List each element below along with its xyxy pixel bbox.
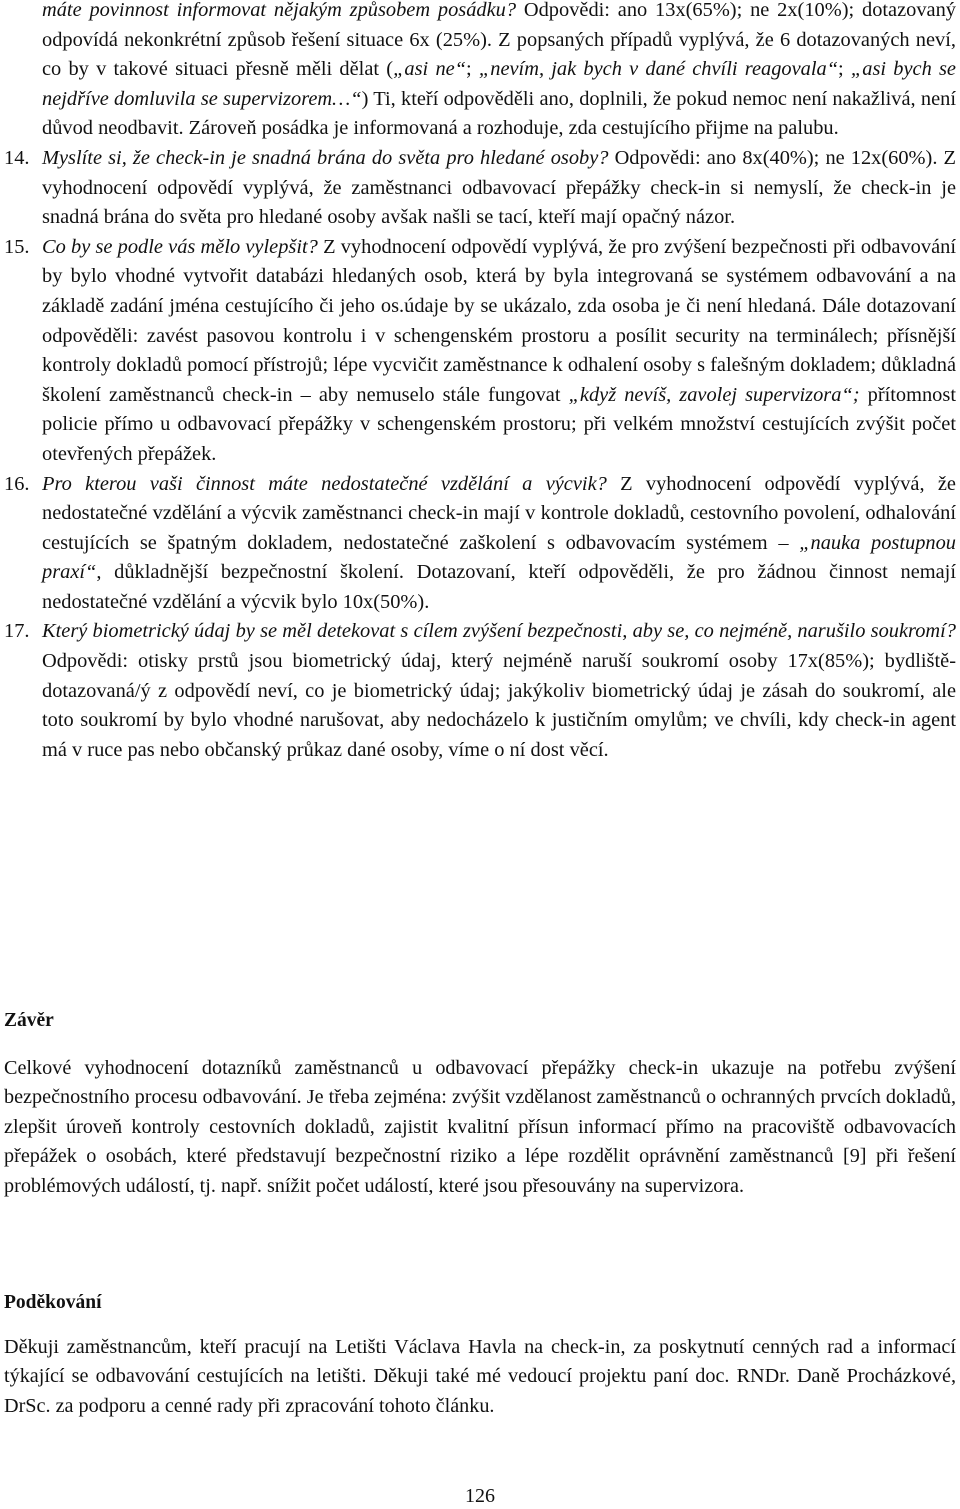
- list-item-14: [0, 144, 956, 233]
- list-item-16: [0, 470, 956, 618]
- acknowledgement-heading: Poděkování: [4, 1292, 102, 1313]
- question-text: Co by se podle vás mělo vylepšit?: [42, 235, 318, 258]
- answer-text: Odpovědi: ano 8x(40%); ne 12x(60%). Z vyhodnocení odpovědí vyplývá, že zaměstnanci odbavovací přepážky check-in si nemyslí, že check-in je snadná brána do světa pro hledané osoby avšak našli se tací, kteří mají opačný názor.: [42, 146, 956, 229]
- question-text: máte povinnost informovat nějakým způsobem posádku?: [42, 0, 517, 21]
- item-number: 17.: [4, 620, 30, 643]
- item-number: 15.: [4, 235, 30, 258]
- conclusion-paragraph: Celkové vyhodnocení dotazníků zaměstnanců u odbavovací přepážky check-in ukazuje na potřebu zvýšení bezpečnostního procesu odbavování. Je třeba zejména: zvýšit vzdělanost zaměstnanců o ochranných prvcích dokladů, zlepšit úroveň kontroly cestovních dokladů, zajistit kvalitní přísun informací přímo na pracoviště odbavovacích přepážek o osobách, které představují bezpečnostní riziko a lépe rozdělit oprávnění zaměstnanců [9] při řešení problémových událostí, tj. např. snížit počet událostí, které jsou přesouvány na supervizora.: [4, 1057, 956, 1197]
- answer-text: přítomnost policie přímo u odbavovací přepážky v schengenském prostoru; při velkém množství cestujících zvýšit počet otevřených přepážek.: [42, 383, 956, 465]
- acknowledgement-section: [4, 1290, 956, 1421]
- list-item-17: [0, 617, 956, 765]
- question-text: Myslíte si, že check-in je snadná brána do světa pro hledané osoby?: [42, 146, 609, 169]
- list-item-continuation: máte povinnost informovat nějakým způsobem posádku? Odpovědi: ano 13x(65%); ne 2x(10%); dotazovaný odpovídá nekonkrétní způsob řešení situace 6x (25%). Z popsaných případů vyplývá, že 6 dotazovaných neví, co by v takové situaci přesně měli dělat („asi ne“; „nevím, jak bych v dané chvíli reagovala“; „asi bych se nejdříve domluvila se supervizorem…“) Ti, kteří odpověděli ano, doplnili, že pokud nemoc není nakažlivá, není důvod neodbavit. Zároveň posádka je informovaná a rozhoduje, zda cestujícího přijme na palubu.: [42, 0, 956, 140]
- answer-text: Z vyhodnocení odpovědí vyplývá, že nedostatečné vzdělání a výcvik zaměstnanci check-in mají v kontrole dokladů, cestovního povolení, odhalování cestujících se špatným dokladem, nedostatečné zaškolení s odbavovacím systémem –: [42, 472, 956, 554]
- quote-text: „nauka postupnou praxí“: [42, 531, 956, 584]
- page-number: 126: [465, 1485, 495, 1507]
- question-text: Pro kterou vaši činnost máte nedostatečné vzdělání a výcvik?: [42, 472, 607, 495]
- answer-text: , důkladnější bezpečnostní školení. Dotazovaní, kteří odpověděli, že pro žádnou činnost nemají nedostatečné vzdělání a výcvik bylo 10x(50%).: [42, 561, 956, 613]
- quote-text: „nevím, jak bych v dané chvíli reagovala“: [478, 58, 839, 81]
- item-number: 16.: [4, 472, 30, 495]
- conclusion-heading: Závěr: [4, 1010, 54, 1031]
- answer-text: Odpovědi: ano 13x(65%); ne 2x(10%); dotazovaný odpovídá nekonkrétní způsob řešení situace 6x (25%). Z popsaných případů vyplývá, že 6 dotazovaných neví, co by v takové situaci přesně měli dělat (: [42, 0, 956, 81]
- acknowledgement-paragraph: Děkuji zaměstnancům, kteří pracují na Letišti Václava Havla na check-in, za poskytnutí cenných rad a informací týkající se odbavování cestujících na letišti. Děkuji také mé vedoucí projektu paní doc. RNDr. Daně Procházkové, DrSc. za podporu a cenné rady při zpracování tohoto článku.: [4, 1336, 956, 1417]
- answer-text: Z vyhodnocení odpovědí vyplývá, že pro zvýšení bezpečnosti při odbavování by bylo vhodné vytvořit databázi hledaných osob, která by byla integrovaná se systémem odbavování a na základě zadání jména cestujícího či jeho os.údaje by se ukázalo, zda osoba je či není hledaná. Dále dotazovaní odpověděli: zavést pasovou kontrolu i v schengenském prostoru a posílit security na terminálech; přísnější kontroly dokladů pomocí přístrojů; lépe vycvičit zaměstnance k odhalení osoby s falešným dokladem; důkladná školení zaměstnanců check-in – aby nemuselo stále fungovat: [42, 235, 956, 406]
- answer-text: Odpovědi: otisky prstů jsou biometrický údaj, který nejméně naruší soukromí osoby 17x(85%); bydliště-dotazovaná/ý z odpovědí neví, co je biometrický údaj; jakýkoliv biometrický údaj je zásah do soukromí, ale toto soukromí by bylo vhodné narušovat, aby nedocházelo k justičním omylům; ve chvíli, kdy check-in agent má v ruce pas nebo občanský průkaz dané osoby, víme o ní dost věcí.: [42, 650, 956, 761]
- quote-text: „když nevíš, zavolej supervizora“;: [568, 383, 860, 406]
- conclusion-section: [4, 1008, 956, 1201]
- quote-text: „asi ne“: [393, 58, 467, 81]
- question-text: Který biometrický údaj by se měl detekovat s cílem zvýšení bezpečnosti, aby se, co nejméně, narušilo soukromí?: [42, 620, 956, 643]
- quote-text: „asi bych se nejdříve domluvila se supervizorem…“: [42, 58, 956, 110]
- list-item-15: [0, 233, 956, 470]
- item-number: 14.: [4, 146, 30, 169]
- answer-text: ) Ti, kteří odpověděli ano, doplnili, že pokud nemoc není nakažlivá, není důvod neodbavit. Zároveň posádka je informovaná a rozhoduje, zda cestujícího přijme na palubu.: [42, 87, 956, 140]
